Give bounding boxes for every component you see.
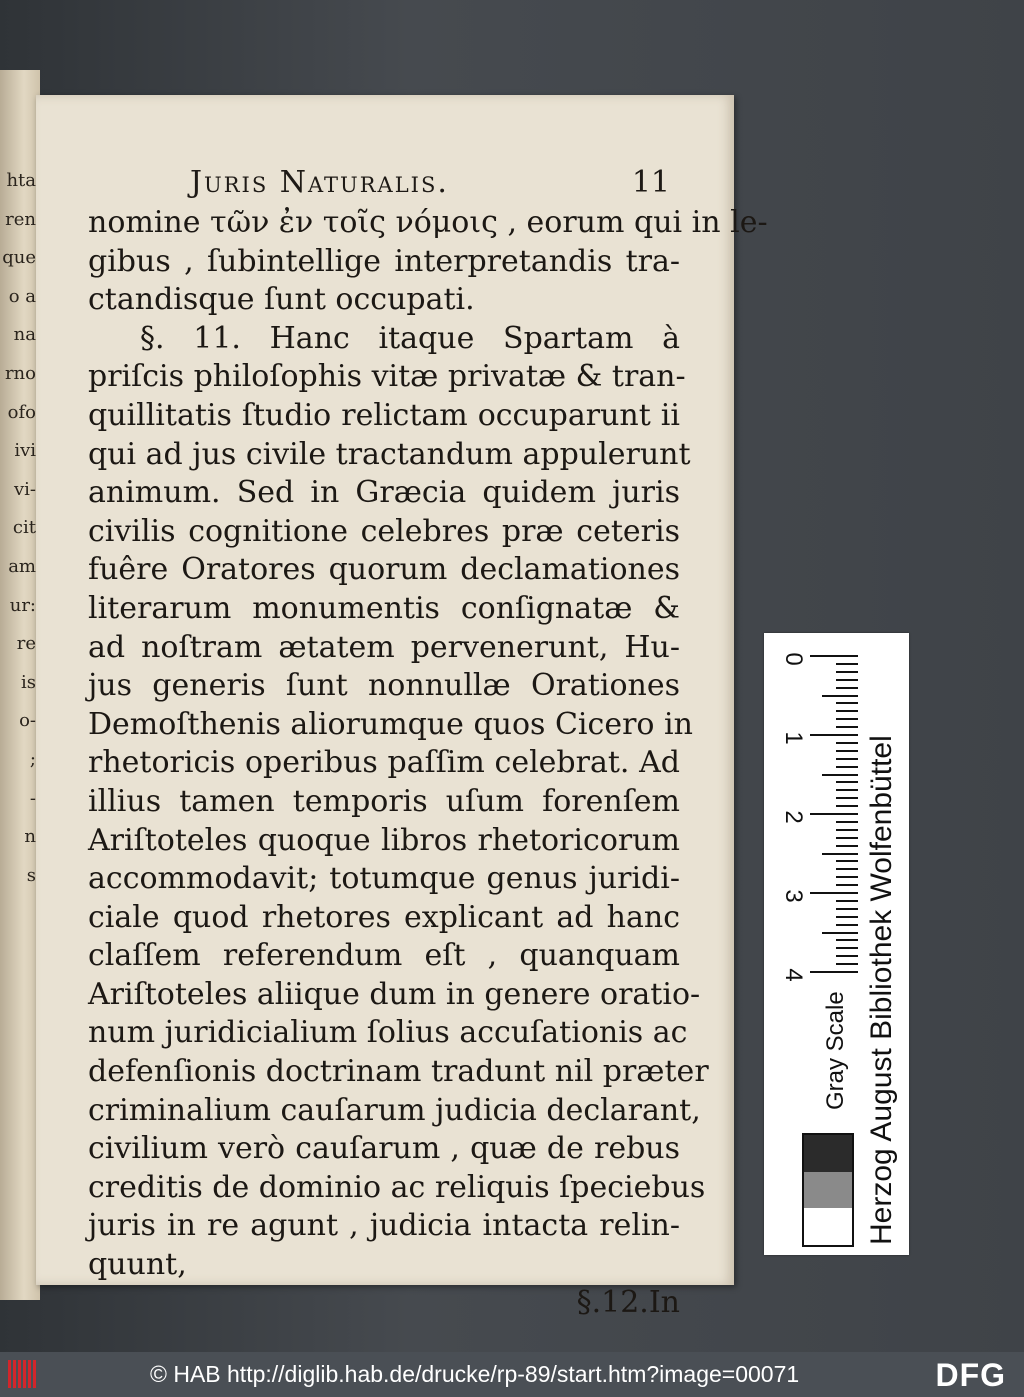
ruler-tick xyxy=(836,876,858,878)
ruler-tick xyxy=(836,963,858,965)
text-line: criminalium cauſarum judicia declarant, xyxy=(88,1092,701,1128)
text-line: claſſem referendum eſt , quanquam xyxy=(88,938,680,974)
prev-page-fragment: o a xyxy=(8,285,36,307)
ruler-tick xyxy=(836,758,858,760)
text-line: qui ad jus civile tractandum appulerunt xyxy=(88,436,691,472)
prev-page-fragment: cit xyxy=(12,517,36,539)
prev-page-fragment: is xyxy=(21,671,36,693)
ruler-tick xyxy=(836,750,858,752)
prev-page-fragment: que xyxy=(2,247,36,269)
text-line: fuêre Oratores quorum declamationes xyxy=(88,552,680,588)
ruler-tick xyxy=(836,821,858,823)
prev-page-fragment: ; xyxy=(29,749,36,770)
ruler-tick xyxy=(836,710,858,712)
ruler-number: 3 xyxy=(780,889,807,903)
hab-logo-icon xyxy=(8,1360,42,1388)
page-text xyxy=(88,204,768,1320)
text-line: ciale quod rhetores explicant ad hanc xyxy=(88,899,680,935)
ruler-tick xyxy=(836,742,858,744)
gray-scale-label: Gray Scale xyxy=(822,991,849,1110)
ruler-tick xyxy=(836,679,858,681)
prev-page-fragment: na xyxy=(13,324,36,346)
text-line: gibus , ſubintellige interpretandis tra- xyxy=(88,243,680,279)
text-line: nomine τῶν ἐν τοῖς νόμοις , eorum qui in le- xyxy=(88,205,768,240)
text-line: ad noſtram ætatem pervenerunt, Hu- xyxy=(88,629,680,665)
ruler-tick xyxy=(836,900,858,902)
ruler-tick xyxy=(836,671,858,673)
ruler-tick xyxy=(836,702,858,704)
ruler-tick xyxy=(836,797,858,799)
prev-page-fragment: n xyxy=(24,826,36,848)
ruler-tick xyxy=(810,971,858,973)
previous-page-edge xyxy=(0,70,40,1300)
ruler-tick xyxy=(836,947,858,949)
ruler-tick xyxy=(836,884,858,886)
gray-scale-swatches xyxy=(802,1133,854,1247)
text-line: creditis de dominio ac reliquis ſpeciebus xyxy=(88,1169,706,1205)
gray-swatch xyxy=(804,1208,852,1245)
text-line: accommodavit; totumque genus juridi- xyxy=(88,861,680,897)
text-line: illius tamen temporis uſum forenſem xyxy=(88,783,680,819)
ruler-tick xyxy=(836,663,858,665)
viewer-footer xyxy=(0,1352,1024,1397)
text-line: Ariſtoteles quoque libros rhetoricorum xyxy=(88,822,680,858)
ruler-tick xyxy=(836,805,858,807)
prev-page-fragment: am xyxy=(8,556,36,577)
prev-page-fragment: re xyxy=(16,633,36,655)
ruler-tick xyxy=(836,916,858,918)
ruler-tick xyxy=(836,781,858,783)
running-head-title: Juris Naturalis. xyxy=(190,165,449,200)
text-line: rhetoricis operibus paſſim celebrat. Ad xyxy=(88,745,680,781)
prev-page-fragment: hta xyxy=(6,170,36,191)
prev-page-fragment: rno xyxy=(4,363,36,384)
text-line: ctandisque ſunt occupati. xyxy=(88,282,475,318)
text-line: civilis cognitione celebres præ ceteris xyxy=(88,513,680,549)
catchword: §.12.In xyxy=(576,1284,680,1320)
ruler-tick xyxy=(822,853,858,855)
gray-swatch xyxy=(804,1172,852,1209)
ruler-tick xyxy=(836,726,858,728)
ruler-tick xyxy=(836,908,858,910)
ruler-tick xyxy=(836,789,858,791)
ruler-number: 2 xyxy=(780,810,807,824)
text-line: quunt, xyxy=(88,1247,187,1283)
text-line: civilium verò cauſarum , quæ de rebus xyxy=(88,1131,680,1167)
text-line: quillitatis ſtudio relictam occuparunt ii xyxy=(88,397,680,433)
text-line: §. 11. Hanc itaque Spartam à xyxy=(140,320,680,356)
ruler-tick xyxy=(810,813,858,815)
prev-page-fragment: s xyxy=(26,864,36,886)
prev-page-fragment: ur: xyxy=(9,594,36,616)
gray-swatch xyxy=(804,1135,852,1172)
ruler-tick xyxy=(810,892,858,894)
ruler-tick xyxy=(822,695,858,697)
text-line: animum. Sed in Græcia quidem juris xyxy=(88,475,680,511)
ruler xyxy=(778,645,858,982)
ruler-number: 4 xyxy=(780,968,807,982)
ruler-tick xyxy=(810,655,858,657)
prev-page-fragment: - xyxy=(29,787,36,809)
running-head xyxy=(190,165,670,200)
ruler-tick xyxy=(810,734,858,736)
text-line: juris in re agunt , judicia intacta relin- xyxy=(88,1208,680,1244)
ruler-tick xyxy=(836,687,858,689)
ruler-number: 1 xyxy=(780,731,807,745)
prev-page-fragment: o- xyxy=(19,710,36,732)
text-line: Demoſthenis aliorumque quos Cicero in xyxy=(88,706,693,742)
text-line: defenſionis doctrinam tradunt nil præter xyxy=(88,1054,709,1090)
text-line: jus generis ſunt nonnullæ Orationes xyxy=(88,668,680,704)
ruler-tick xyxy=(836,845,858,847)
ruler-tick xyxy=(836,837,858,839)
text-line: num juridicialium ſolius accuſationis ac xyxy=(88,1015,688,1051)
text-line: Ariſtoteles aliique dum in genere oratio- xyxy=(88,976,701,1012)
prev-page-fragment: vi- xyxy=(13,478,36,500)
ruler-tick xyxy=(836,860,858,862)
library-name: Herzog August Bibliothek Wolfenbüttel xyxy=(865,735,898,1245)
ruler-tick xyxy=(822,774,858,776)
prev-page-fragment: ren xyxy=(5,208,36,230)
ruler-number: 0 xyxy=(780,652,807,666)
prev-page-fragment: ofo xyxy=(7,401,36,423)
text-line: literarum monumentis conſignatæ & xyxy=(88,590,680,626)
ruler-tick xyxy=(822,932,858,934)
text-line: priſcis philoſophis vitæ privatæ & tran- xyxy=(88,359,686,395)
dfg-logo: DFG xyxy=(935,1357,1006,1393)
ruler-tick xyxy=(836,955,858,957)
page-number: 11 xyxy=(631,165,670,200)
ruler-tick xyxy=(836,766,858,768)
ruler-tick xyxy=(836,939,858,941)
prev-page-fragment: ivi xyxy=(14,440,36,462)
ruler-tick xyxy=(836,829,858,831)
ruler-tick xyxy=(836,868,858,870)
ruler-tick xyxy=(836,718,858,720)
ruler-tick xyxy=(836,924,858,926)
copyright-link[interactable]: © HAB http://diglib.hab.de/drucke/rp-89/start.htm?image=00071 xyxy=(150,1361,800,1387)
